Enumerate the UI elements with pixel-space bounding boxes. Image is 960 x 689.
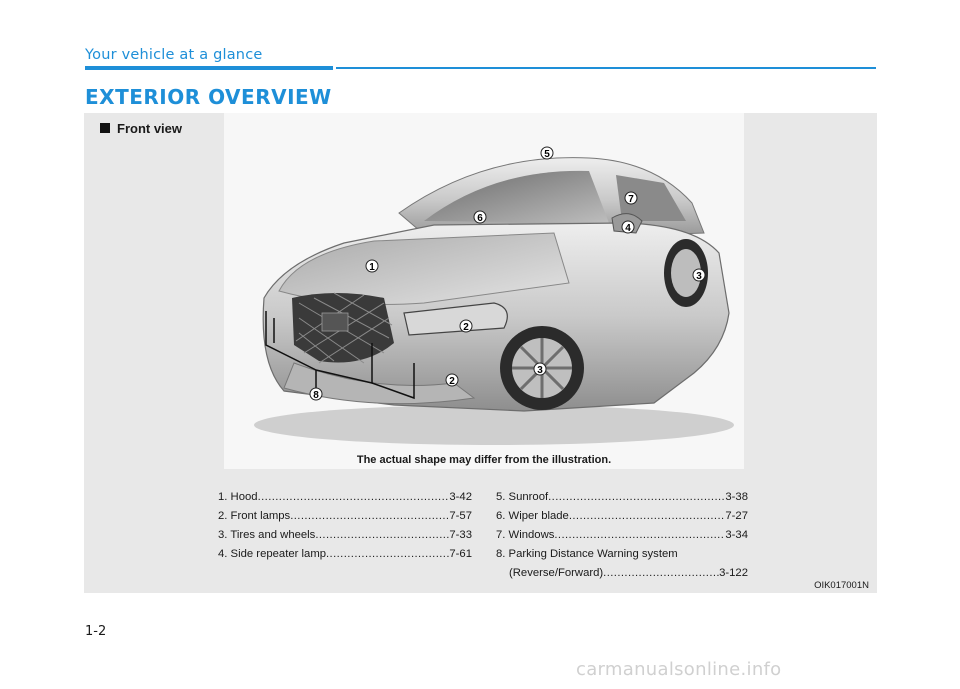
header-rule-thick xyxy=(85,66,333,70)
list-item: 4. Side repeater lamp ..... 7-61 xyxy=(218,545,472,564)
image-code: OIK017001N xyxy=(814,580,869,591)
figure-panel xyxy=(84,113,877,593)
list-item: 3. Tires and wheels ..... 7-33 xyxy=(218,526,472,545)
list-item: 7. Windows ..... 3-34 xyxy=(496,526,748,545)
svg-text:3: 3 xyxy=(696,271,702,282)
list-item-continuation: (Reverse/Forward) ..... 3-122 xyxy=(496,564,748,583)
car-drawing xyxy=(224,113,744,469)
watermark: carmanualsonline.info xyxy=(576,659,782,680)
illustration-disclaimer: The actual shape may differ from the illustration. xyxy=(356,454,612,466)
list-item: 5. Sunroof ..... 3-38 xyxy=(496,488,748,507)
svg-text:3: 3 xyxy=(537,365,543,376)
square-bullet-icon xyxy=(100,123,110,133)
page-number: 1-2 xyxy=(85,624,107,639)
component-list-left xyxy=(218,488,472,564)
page-heading: EXTERIOR OVERVIEW xyxy=(85,85,332,109)
svg-text:2: 2 xyxy=(463,322,469,333)
list-item: 1. Hood ..... 3-42 xyxy=(218,488,472,507)
svg-text:4: 4 xyxy=(625,223,631,234)
view-label-text: Front view xyxy=(117,121,183,136)
svg-text:5: 5 xyxy=(544,149,550,160)
view-label xyxy=(100,121,182,136)
svg-text:1: 1 xyxy=(369,262,375,273)
section-title: Your vehicle at a glance xyxy=(85,47,263,63)
svg-text:6: 6 xyxy=(477,213,483,224)
car-illustration xyxy=(224,113,744,469)
svg-text:7: 7 xyxy=(628,194,634,205)
list-item: 2. Front lamps ..... 7-57 xyxy=(218,507,472,526)
list-item: 6. Wiper blade ..... 7-27 xyxy=(496,507,748,526)
svg-text:8: 8 xyxy=(313,390,319,401)
list-item: 8. Parking Distance Warning system xyxy=(496,548,678,560)
component-list-right xyxy=(496,488,748,583)
svg-text:2: 2 xyxy=(449,376,455,387)
callout-8 xyxy=(310,388,322,401)
header-rule-thin xyxy=(336,67,876,69)
